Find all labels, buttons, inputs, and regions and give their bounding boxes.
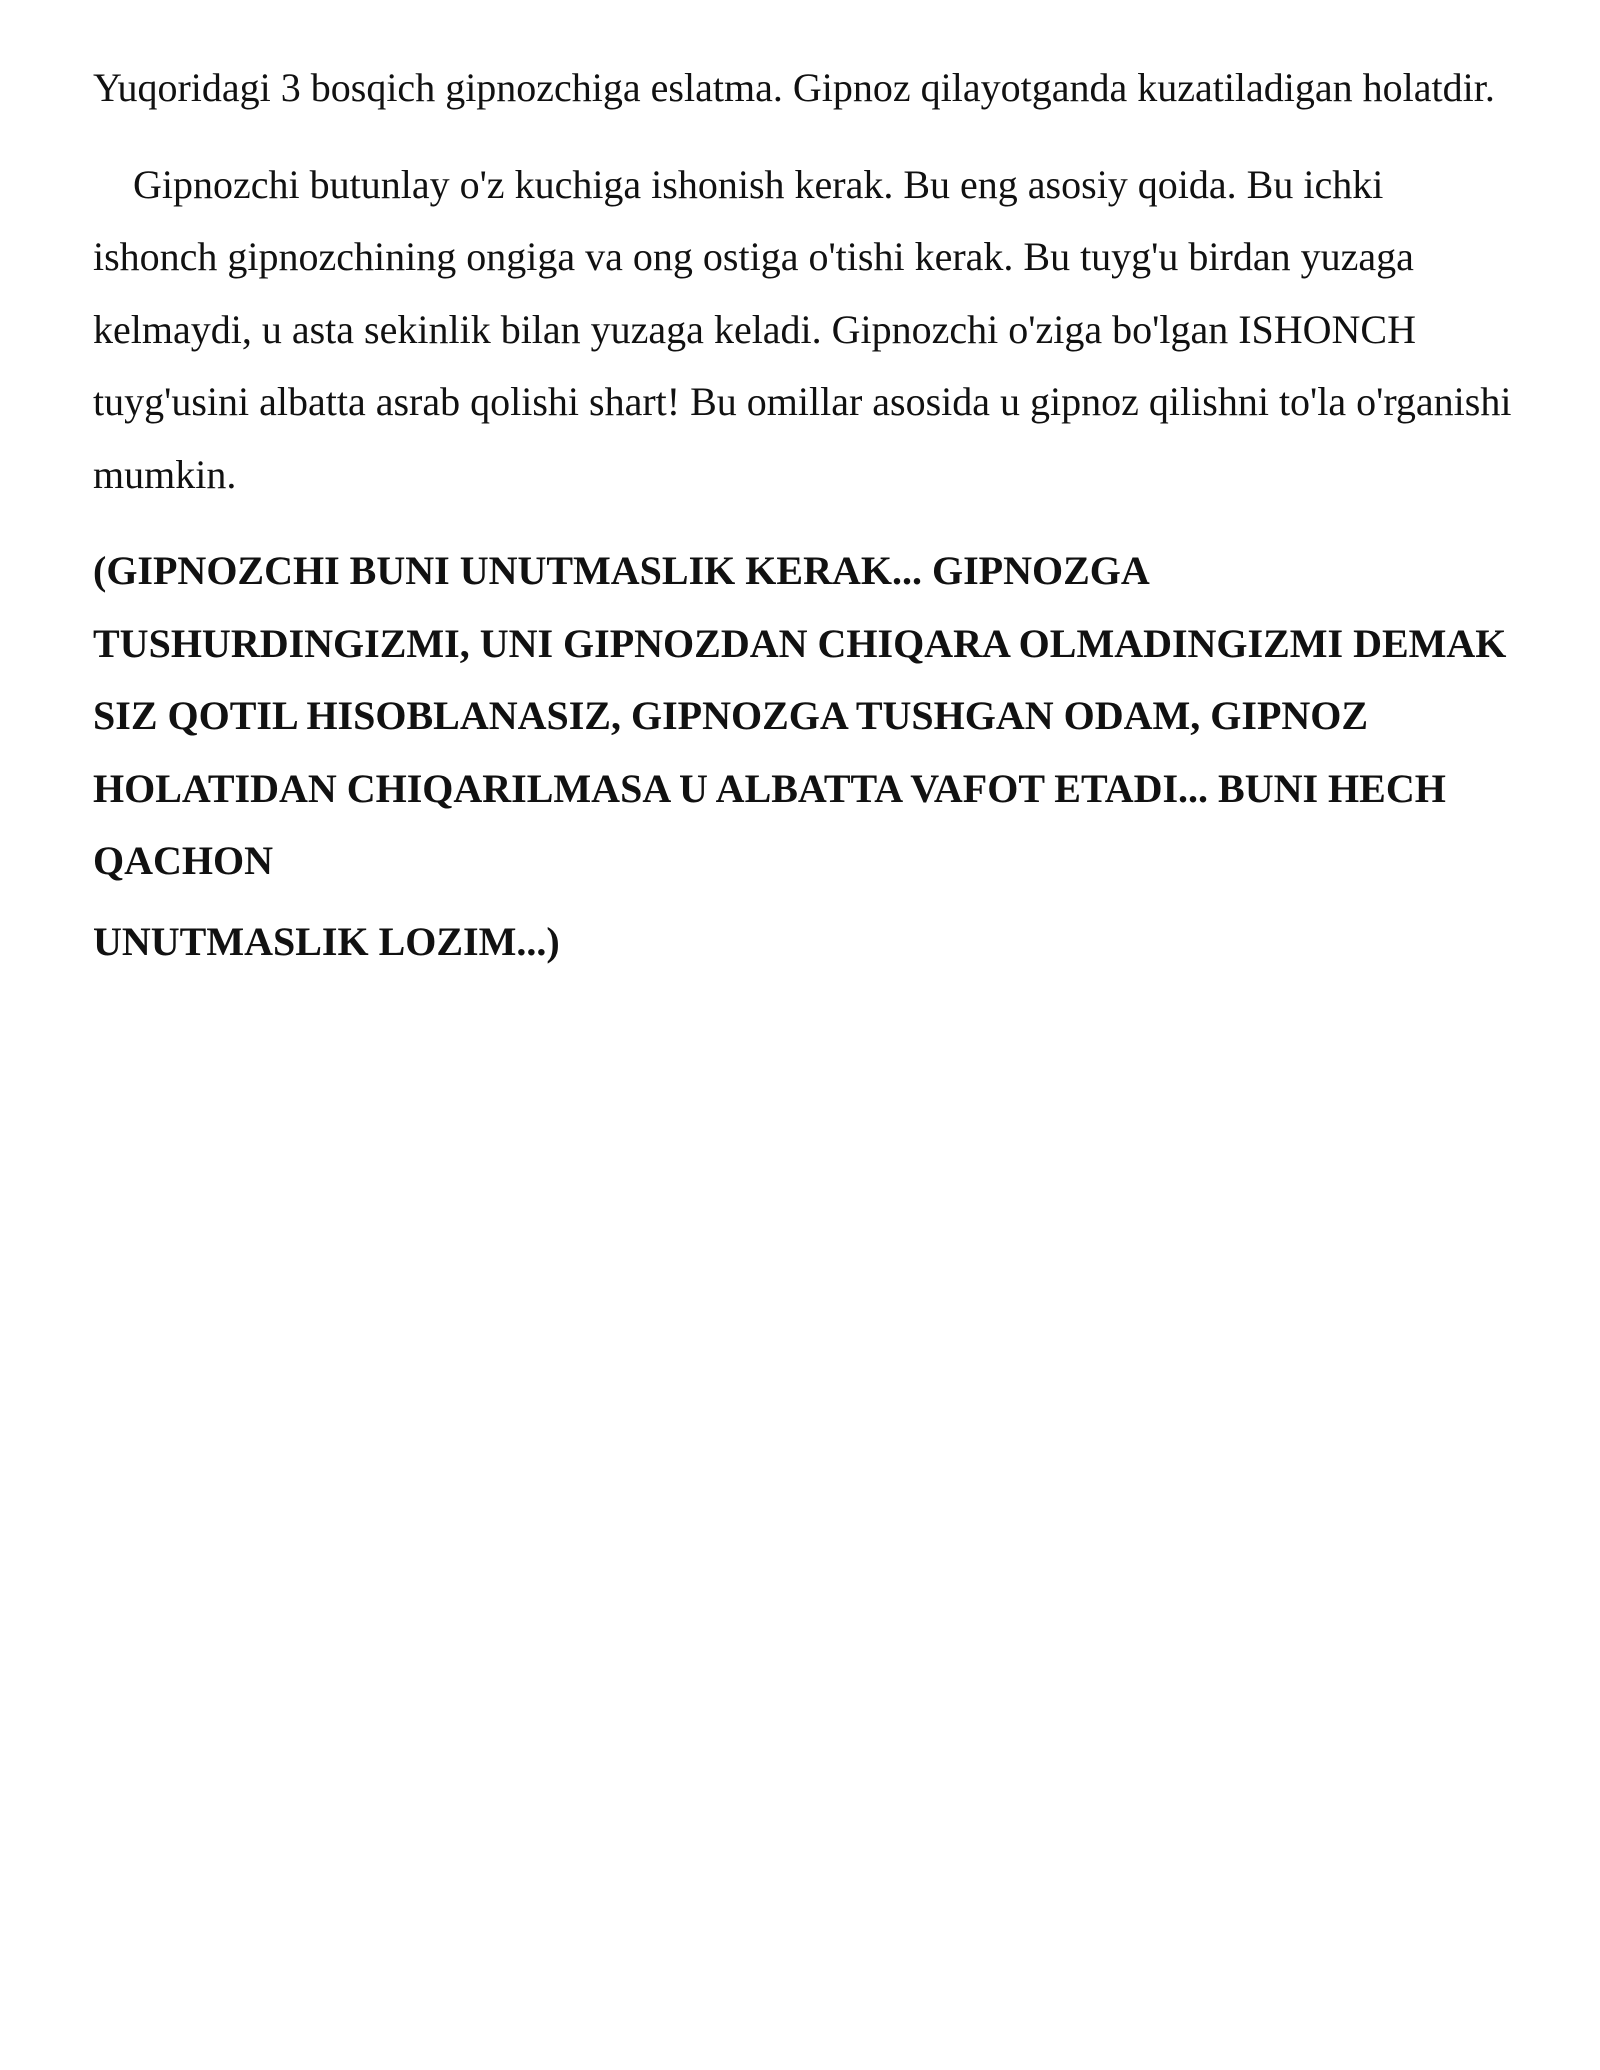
warning-paragraph-end: UNUTMASLIK LOZIM...) [93, 918, 560, 964]
confidence-paragraph: Gipnozchi butunlay o'z kuchiga ishonish kerak. Bu eng asosiy qoida. Bu ichki ishonch gipnozchining ongiga va ong ostiga o'tishi kerak. Bu tuyg'u birdan yuzaga kelmaydi, u asta sekinlik bilan yuzaga keladi. Gipnozchi o'ziga bo'lgan ISHONCH tuyg'usini albatta asrab qolishi shart! Bu omillar asosida u gipnoz qilishni to'la o'rganishi mumkin. [93, 161, 1512, 497]
intro-paragraph: Yuqoridagi 3 bosqich gipnozchiga eslatma. Gipnoz qilayotganda kuzatiladigan holatdir. [93, 65, 1495, 110]
document-body [93, 52, 1513, 978]
warning-paragraph: (GIPNOZCHI BUNI UNUTMASLIK KERAK... GIPNOZGA TUSHURDINGIZMI, UNI GIPNOZDAN CHIQARA OLMADINGIZMI DEMAK SIZ QOTIL HISOBLANASIZ, GIPNOZGA TUSHGAN ODAM, GIPNOZ HOLATIDAN CHIQARILMASA U ALBATTA VAFOT ETADI... BUNI HECH QACHON [93, 548, 1507, 883]
